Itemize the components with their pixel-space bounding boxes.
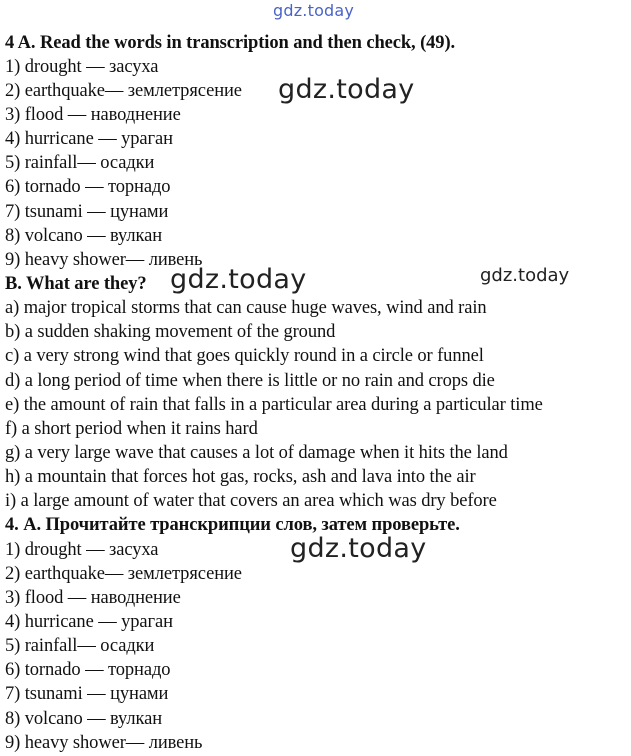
list-item: 8) volcano — вулкан bbox=[5, 709, 163, 729]
watermark: gdz.today bbox=[170, 264, 307, 295]
list-item: 8) volcano — вулкан bbox=[5, 226, 163, 246]
list-item: 2) earthquake— землетрясение bbox=[5, 81, 242, 101]
list-item: g) a very large wave that causes a lot of damage when it hits the land bbox=[5, 443, 508, 463]
list-item: 3) flood — наводнение bbox=[5, 588, 181, 608]
list-item: 6) tornado — торнадо bbox=[5, 177, 171, 197]
list-item: d) a long period of time when there is little or no rain and crops die bbox=[5, 371, 495, 391]
list-item: c) a very strong wind that goes quickly round in a circle or funnel bbox=[5, 346, 484, 366]
watermark: gdz.today bbox=[480, 265, 570, 286]
list-item: 9) heavy shower— ливень bbox=[5, 250, 203, 270]
list-item: 2) earthquake— землетрясение bbox=[5, 564, 242, 584]
section-b-heading: B. What are they? bbox=[5, 274, 147, 294]
list-item: b) a sudden shaking movement of the ground bbox=[5, 322, 336, 342]
watermark: gdz.today bbox=[278, 74, 415, 105]
list-item: f) a short period when it rains hard bbox=[5, 419, 258, 439]
list-item: 4) hurricane — ураган bbox=[5, 129, 173, 149]
list-item: 5) rainfall— осадки bbox=[5, 153, 155, 173]
list-item: 6) tornado — торнадо bbox=[5, 660, 171, 680]
list-item: 5) rainfall— осадки bbox=[5, 636, 155, 656]
list-item: i) a large amount of water that covers an area which was dry before bbox=[5, 491, 497, 511]
list-item: h) a mountain that forces hot gas, rocks, ash and lava into the air bbox=[5, 467, 476, 487]
list-item: 7) tsunami — цунами bbox=[5, 684, 169, 704]
list-item: 4) hurricane — ураган bbox=[5, 612, 173, 632]
section-en-heading: 4 A. Read the words in transcription and then check, (49). bbox=[5, 33, 456, 53]
list-item: e) the amount of rain that falls in a particular area during a particular time bbox=[5, 395, 543, 415]
list-item: 1) drought — засуха bbox=[5, 540, 159, 560]
list-item: 7) tsunami — цунами bbox=[5, 202, 169, 222]
list-item: 1) drought — засуха bbox=[5, 57, 159, 77]
watermark: gdz.today bbox=[290, 533, 427, 564]
list-item: 9) heavy shower— ливень bbox=[5, 733, 203, 753]
list-item: 3) flood — наводнение bbox=[5, 105, 181, 125]
list-item: a) major tropical storms that can cause huge waves, wind and rain bbox=[5, 298, 487, 318]
watermark-top: gdz.today bbox=[273, 1, 355, 20]
section-ru-heading: 4. А. Прочитайте транскрипции слов, затем проверьте. bbox=[5, 515, 460, 535]
